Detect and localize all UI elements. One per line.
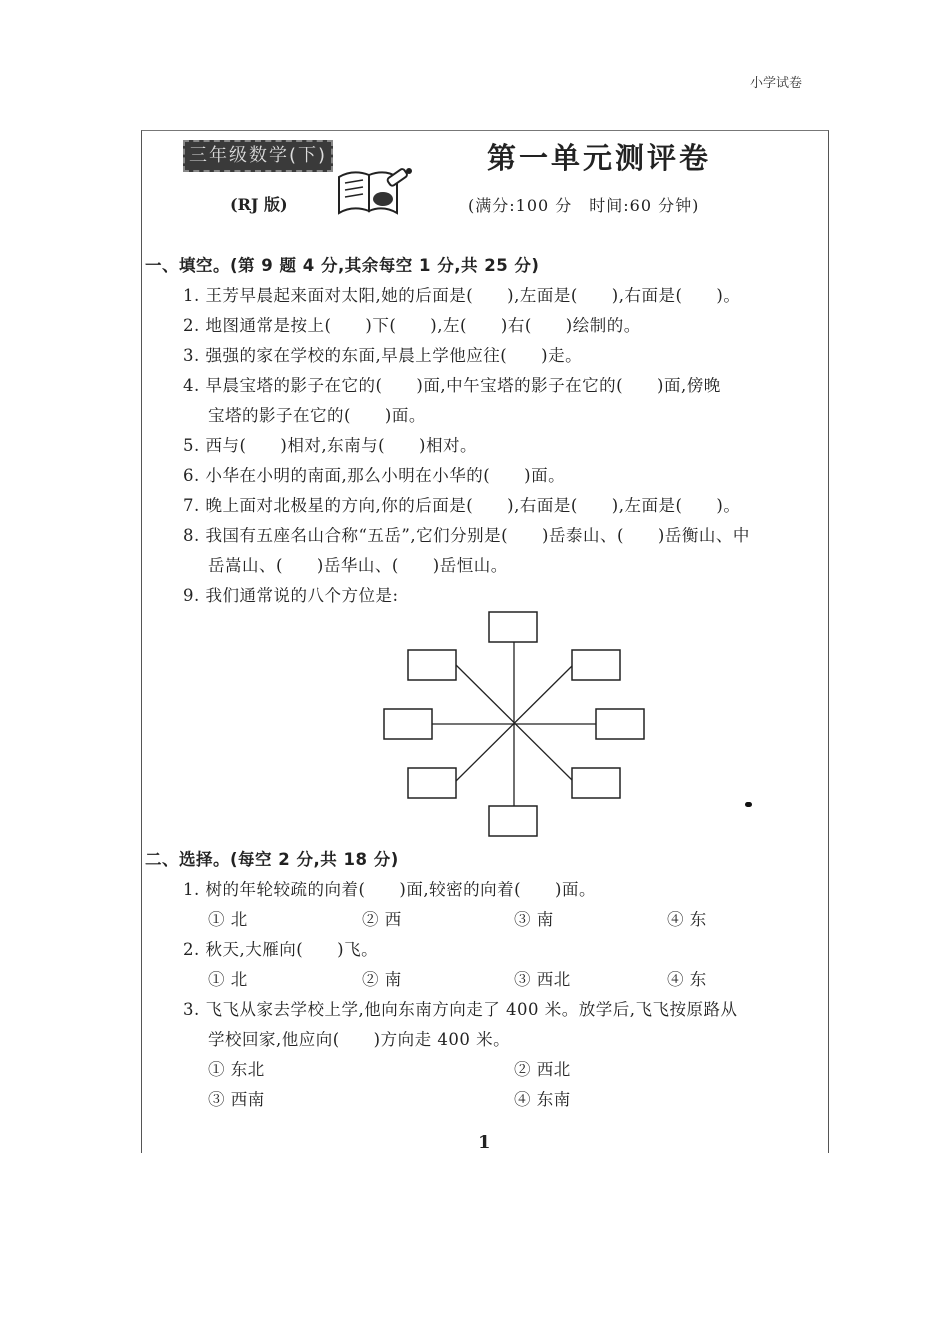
direction-box-south[interactable] xyxy=(489,806,537,836)
page-number: 1 xyxy=(478,1132,491,1153)
question-1: 1. 王芳早晨起来面对太阳,她的后面是( ),左面是( ),右面是( )。 xyxy=(183,286,741,305)
question-8: 8. 我国有五座名山合称“五岳”,它们分别是( )岳泰山、( )岳衡山、中 xyxy=(183,526,750,545)
question-9: 9. 我们通常说的八个方位是: xyxy=(183,586,399,605)
question-4-continued: 宝塔的影子在它的( )面。 xyxy=(208,406,426,425)
page-header: 小学试卷 xyxy=(750,76,803,91)
section-1-heading: 一、填空。(第 9 题 4 分,其余每空 1 分,共 25 分) xyxy=(145,256,540,275)
q2-option-4[interactable]: ④ 东 xyxy=(667,970,707,989)
q3-option-4[interactable]: ④ 东南 xyxy=(514,1090,571,1109)
choice-question-3: 3. 飞飞从家去学校上学,他向东南方向走了 400 米。放学后,飞飞按原路从 xyxy=(183,1000,738,1019)
direction-box-west[interactable] xyxy=(384,709,432,739)
question-6: 6. 小华在小明的南面,那么小明在小华的( )面。 xyxy=(183,466,566,485)
book-illustration xyxy=(335,165,420,217)
q3-option-1[interactable]: ① 东北 xyxy=(208,1060,265,1079)
choice-question-2: 2. 秋天,大雁向( )飞。 xyxy=(183,940,379,959)
q2-option-3[interactable]: ③ 西北 xyxy=(514,970,571,989)
q3-option-2[interactable]: ② 西北 xyxy=(514,1060,571,1079)
question-5: 5. 西与( )相对,东南与( )相对。 xyxy=(183,436,477,455)
q1-option-4[interactable]: ④ 东 xyxy=(667,910,707,929)
section-2-heading: 二、选择。(每空 2 分,共 18 分) xyxy=(145,850,399,869)
direction-box-north[interactable] xyxy=(489,612,537,642)
q3-option-3[interactable]: ③ 西南 xyxy=(208,1090,265,1109)
question-3: 3. 强强的家在学校的东面,早晨上学他应往( )走。 xyxy=(183,346,583,365)
question-4: 4. 早晨宝塔的影子在它的( )面,中午宝塔的影子在它的( )面,傍晚 xyxy=(183,376,721,395)
q1-option-2[interactable]: ② 西 xyxy=(362,910,402,929)
direction-box-southeast[interactable] xyxy=(572,768,620,798)
eight-directions-diagram xyxy=(370,600,660,845)
direction-box-northeast[interactable] xyxy=(572,650,620,680)
choice-question-3-continued: 学校回家,他应向( )方向走 400 米。 xyxy=(208,1030,511,1049)
question-2: 2. 地图通常是按上( )下( ),左( )右( )绘制的。 xyxy=(183,316,641,335)
choice-question-1: 1. 树的年轮较疏的向着( )面,较密的向着( )面。 xyxy=(183,880,596,899)
ink-speck xyxy=(745,802,752,807)
direction-box-east[interactable] xyxy=(596,709,644,739)
q2-option-1[interactable]: ① 北 xyxy=(208,970,248,989)
grade-badge: 三年级数学(下) xyxy=(183,140,333,172)
q2-option-2[interactable]: ② 南 xyxy=(362,970,402,989)
edition-label: (RJ 版) xyxy=(230,195,288,214)
question-8-continued: 岳嵩山、( )岳华山、( )岳恒山。 xyxy=(208,556,508,575)
score-time-info: (满分:100 分 时间:60 分钟) xyxy=(468,196,700,215)
page-title: 第一单元测评卷 xyxy=(487,141,712,175)
direction-box-southwest[interactable] xyxy=(408,768,456,798)
q1-option-1[interactable]: ① 北 xyxy=(208,910,248,929)
question-7: 7. 晚上面对北极星的方向,你的后面是( ),右面是( ),左面是( )。 xyxy=(183,496,741,515)
direction-box-northwest[interactable] xyxy=(408,650,456,680)
q1-option-3[interactable]: ③ 南 xyxy=(514,910,554,929)
